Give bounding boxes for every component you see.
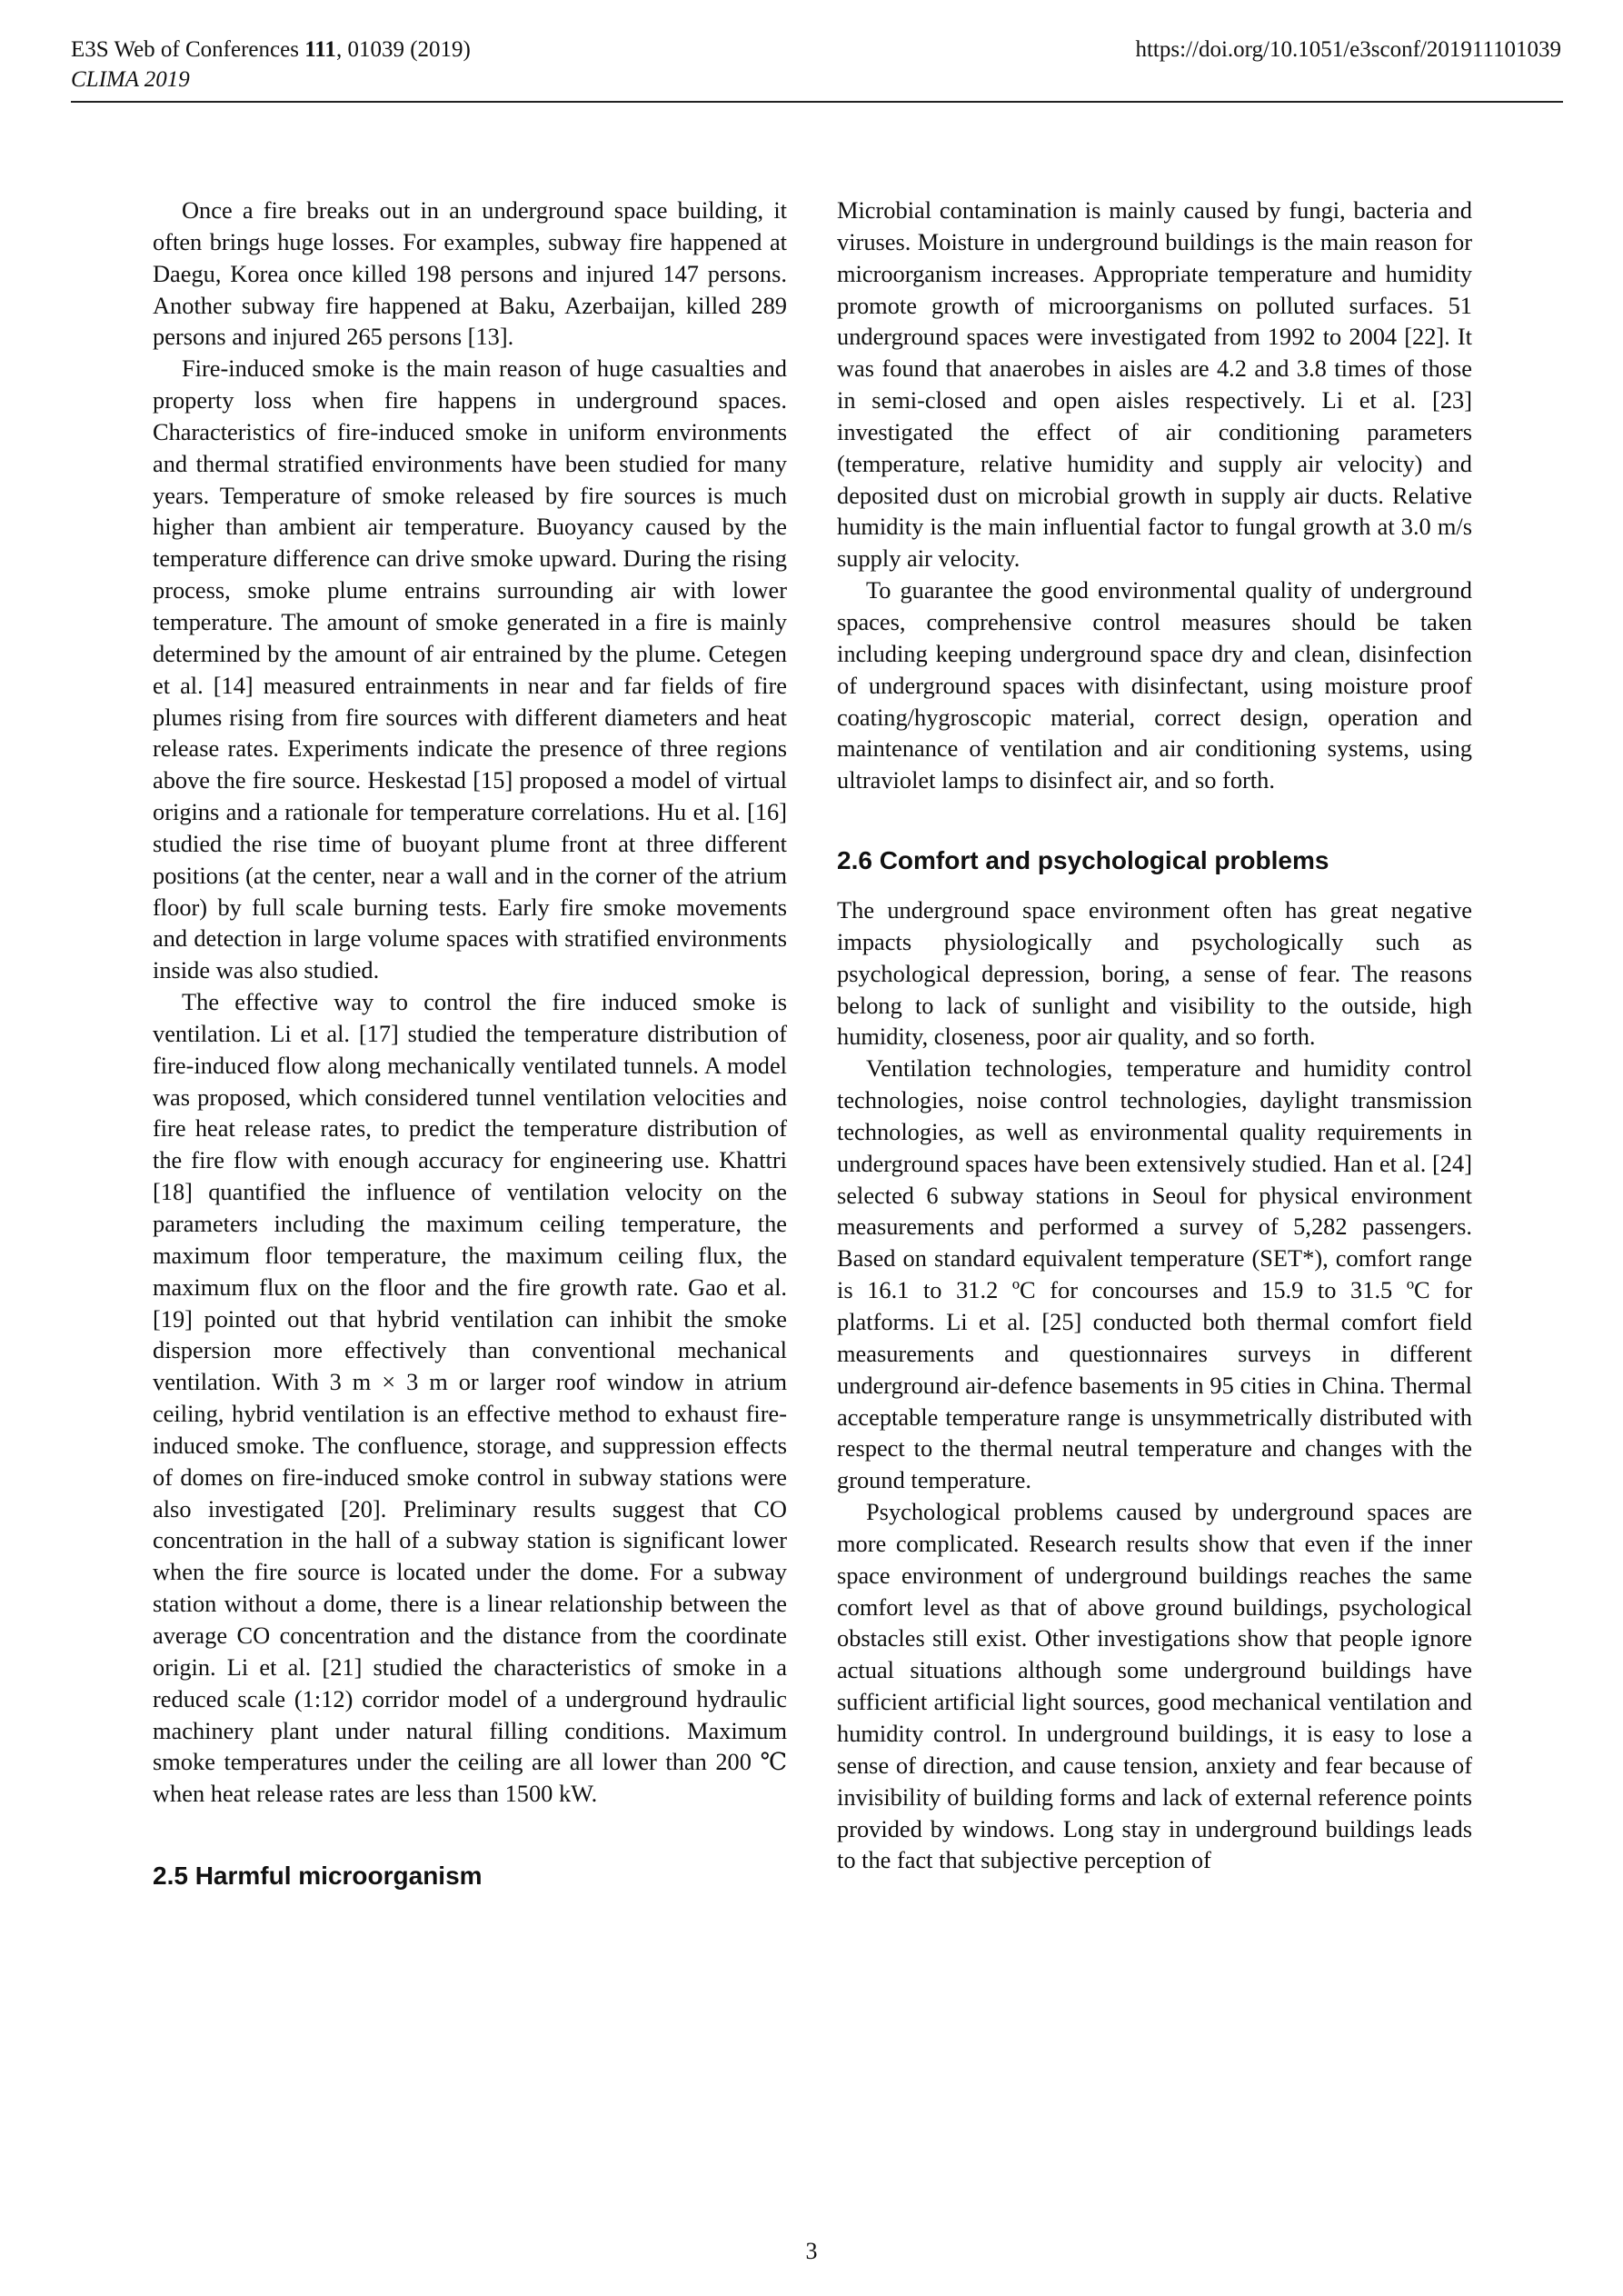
section-heading-2-6: 2.6 Comfort and psychological problems xyxy=(837,846,1329,875)
section-heading-2-5: 2.5 Harmful microorganism xyxy=(153,1862,483,1891)
paragraph: Ventilation technologies, temperature and humidity control technologies, noise control technologies, daylight transmission technologies, as well as environmental quality requirements in underground spaces have been extensively studied. Han et al. [24] selected 6 subway stations in Seoul for physical environment measurements and performed a survey of 5,282 passengers. Based on standard equivalent temperature (SET*), comfort range is 16.1 to 31.2 ºC for concourses and 15.9 to 31.5 ºC for platforms. Li et al. [25] conducted both thermal comfort field measurements and questionnaires surveys in different underground air-defence basements in 95 cities in China. Thermal acceptable temperature range is unsymmetrically distributed with respect to the thermal neutral temperature and changes with the ground temperature. xyxy=(837,1054,1472,1494)
paragraph: The underground space environment often has great negative impacts physiologically and psychologically such as psychological depression, boring, a sense of fear. The reasons belong to lack of sunlight and visibility to the outside, high humidity, closeness, poor air quality, and so forth. xyxy=(837,896,1472,1051)
right-column xyxy=(837,195,1472,1876)
paragraph: To guarantee the good environmental quality of underground spaces, comprehensive control measures should be taken including keeping underground space dry and clean, disinfection of underground spaces with disinfectant, using moisture proof coating/hygroscopic material, correct design, operation and maintenance of ventilation and air conditioning systems, using ultraviolet lamps to disinfect air, and so forth. xyxy=(837,576,1472,794)
paragraph: Microbial contamination is mainly caused by fungi, bacteria and viruses. Moisture in underground buildings is the main reason for microorganism increases. Appropriate temperature and humidity promote growth of microorganisms on polluted surfaces. 51 underground spaces were investigated from 1992 to 2004 [22]. It was found that anaerobes in aisles are 4.2 and 3.8 times of those in semi-closed and open aisles respectively. Li et al. [23] investigated the effect of air conditioning parameters (temperature, relative humidity and supply air velocity) and deposited dust on microbial growth in supply air ducts. Relative humidity is the main influential factor to fungal growth at 3.0 m/s supply air velocity. xyxy=(837,196,1472,573)
paragraph: Fire-induced smoke is the main reason of huge casualties and property loss when fire happens in underground spaces. Characteristics of fire-induced smoke in uniform environments and thermal stratified environments have been studied for many years. Temperature of smoke released by fire sources is much higher than ambient air temperature. Buoyancy caused by the temperature difference can drive smoke upward. During the rising process, smoke plume entrains surrounding air with lower temperature. The amount of smoke generated in a fire is mainly determined by the amount of air entrained by the plume. Cetegen et al. [14] measured entrainments in near and far fields of fire plumes rising from fire sources with different diameters and heat release rates. Experiments indicate the presence of three regions above the fire source. Heskestad [15] proposed a model of virtual origins and a rationale for temperature correlations. Hu et al. [16] studied the rise time of buoyant plume front at three different positions (at the center, near a wall and in the corner of the atrium floor) by full scale burning tests. Early fire smoke movements and detection in large volume spaces with stratified environments inside was also studied. xyxy=(153,354,787,984)
page-number: 3 xyxy=(805,2238,818,2264)
doi-link[interactable]: https://doi.org/10.1051/e3sconf/201911101039 xyxy=(1135,37,1561,62)
paragraph: The effective way to control the fire induced smoke is ventilation. Li et al. [17] studied the temperature distribution of fire-induced flow along mechanically ventilated tunnels. A model was proposed, which considered tunnel ventilation velocities and fire heat release rates, to predict the temperature distribution of the fire flow with enough accuracy for engineering use. Khattri [18] quantified the influence of ventilation velocity on the parameters including the maximum ceiling temperature, the maximum floor temperature, the maximum ceiling flux, the maximum flux on the floor and the fire growth rate. Gao et al. [19] pointed out that hybrid ventilation can inhibit the smoke dispersion more effectively than conventional mechanical ventilation. With 3 m × 3 m or larger roof window in atrium ceiling, hybrid ventilation is an effective method to exhaust fire-induced smoke. The confluence, storage, and suppression effects of domes on fire-induced smoke control in subway stations were also investigated [20]. Preliminary results suggest that CO concentration in the hall of a subway station is significant lower when the fire source is located under the dome. For a subway station without a dome, there is a linear relationship between the average CO concentration and the distance from the coordinate origin. Li et al. [21] studied the characteristics of smoke in a reduced scale (1:12) corridor model of a underground hydraulic machinery plant under natural filling conditions. Maximum smoke temperatures under the ceiling are all lower than 200 ℃ when heat release rates are less than 1500 kW. xyxy=(153,988,787,1808)
paragraph: Once a fire breaks out in an underground space building, it often brings huge losses. For examples, subway fire happened at Daegu, Korea once killed 198 persons and injured 147 persons. Another subway fire happened at Baku, Azerbaijan, killed 289 persons and injured 265 persons [13]. xyxy=(153,196,787,351)
conference-name: CLIMA 2019 xyxy=(71,67,190,92)
left-column xyxy=(153,195,787,1892)
running-header-left xyxy=(71,35,471,95)
journal-citation xyxy=(71,35,471,65)
journal-name: E3S Web of Conferences xyxy=(71,37,305,62)
paragraph: Psychological problems caused by underground spaces are more complicated. Research results show that even if the inner space environment of underground buildings reaches the same comfort level as that of above ground buildings, psychological obstacles still exist. Other investigations show that people ignore actual situations although some underground buildings have sufficient artificial light sources, good mechanical ventilation and humidity control. In underground buildings, it is easy to lose a sense of direction, and cause tension, anxiety and fear because of invisibility of building forms and lack of external reference points provided by windows. Long stay in underground buildings leads to the fact that subjective perception of xyxy=(837,1498,1472,1874)
header-divider xyxy=(71,101,1563,103)
article-number-year: , 01039 (2019) xyxy=(335,37,471,62)
journal-volume: 111 xyxy=(304,37,336,62)
